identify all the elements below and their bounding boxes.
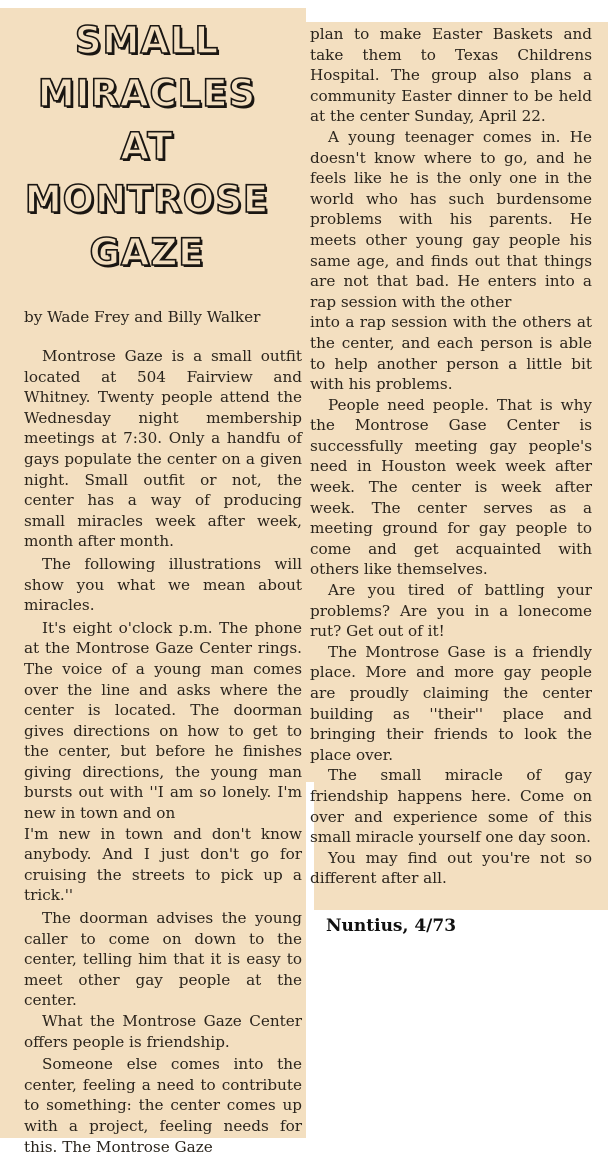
headline-line: MIRACLES <box>37 72 257 115</box>
headline-line: SMALL <box>74 19 220 62</box>
paragraph: A young teenager comes in. He doesn't know where to go, and he feels like he is the only one in the world who has such burdensome problems with his parents. He meets other young gay people his same age, and finds out that things are not that bad. He enters into a rap session with the other <box>310 127 592 311</box>
paragraph: People need people. That is why the Montrose Gase Center is successfully meeting gay people's need in Houston week week after week. The center is week after week. The center serves as a meeting ground for gay people to come and get acquainted with others like themselves. <box>310 395 592 579</box>
headline-line: AT <box>120 125 174 168</box>
paragraph: The following illustrations will show you what we mean about miracles. <box>24 554 302 615</box>
paragraph: plan to make Easter Baskets and take them to Texas Childrens Hospital. The group also plans a community Easter dinner to be held at the center Sunday, April 22. <box>310 25 592 126</box>
article-byline: by Wade Frey and Billy Walker <box>24 308 261 326</box>
right-column-body <box>310 24 592 889</box>
paragraph: It's eight o'clock p.m. The phone at the Montrose Gaze Center rings. The voice of a young man comes over the line and asks where the center is located. The doorman gives directions on how to get to the center, but before he finishes giving directions, the young man bursts out with ''I am so lonely. I'm new in town and on <box>24 618 302 823</box>
paragraph: into a rap session with the others at the center, and each person is able to help another person a little bit with his problems. <box>310 313 592 394</box>
paragraph: Montrose Gaze is a small outfit located at 504 Fairview and Whitney. Twenty people attend the Wednesday night membership meetings at 7:30. Only a handfu of gays populate the center on a given night. Small outfit or not, the center has a way of producing small miracles week after week, month after month. <box>24 347 302 551</box>
left-column-body <box>24 346 302 1157</box>
paragraph: The small miracle of gay friendship happens here. Come on over and experience some of this small miracle yourself one day soon. <box>310 766 592 847</box>
source-citation: Nuntius, 4/73 <box>326 916 457 936</box>
paragraph: You may find out you're not so different after all. <box>310 848 592 888</box>
paragraph: The doorman advises the young caller to come on down to the center, telling him that it is easy to meet other gay people at the center. <box>24 909 302 1010</box>
paragraph: Someone else comes into the center, feeling a need to contribute to something: the center comes up with a project, feeling needs for this. The Montrose Gaze <box>24 1055 302 1156</box>
headline-line: MONTROSE <box>24 178 270 221</box>
paragraph: Are you tired of battling your problems? Are you in a lonecome rut? Get out of it! <box>310 581 592 641</box>
headline-line: GAZE <box>89 231 205 274</box>
article-headline <box>12 14 282 279</box>
paragraph: I'm new in town and don't know anybody. And I just don't go for cruising the streets to pick up a trick.'' <box>24 824 302 905</box>
paragraph: What the Montrose Gaze Center offers people is friendship. <box>24 1012 302 1051</box>
paragraph: The Montrose Gase is a friendly place. More and more gay people are proudly claiming the center building as ''their'' place and bringing their friends to look the place over. <box>310 642 592 764</box>
